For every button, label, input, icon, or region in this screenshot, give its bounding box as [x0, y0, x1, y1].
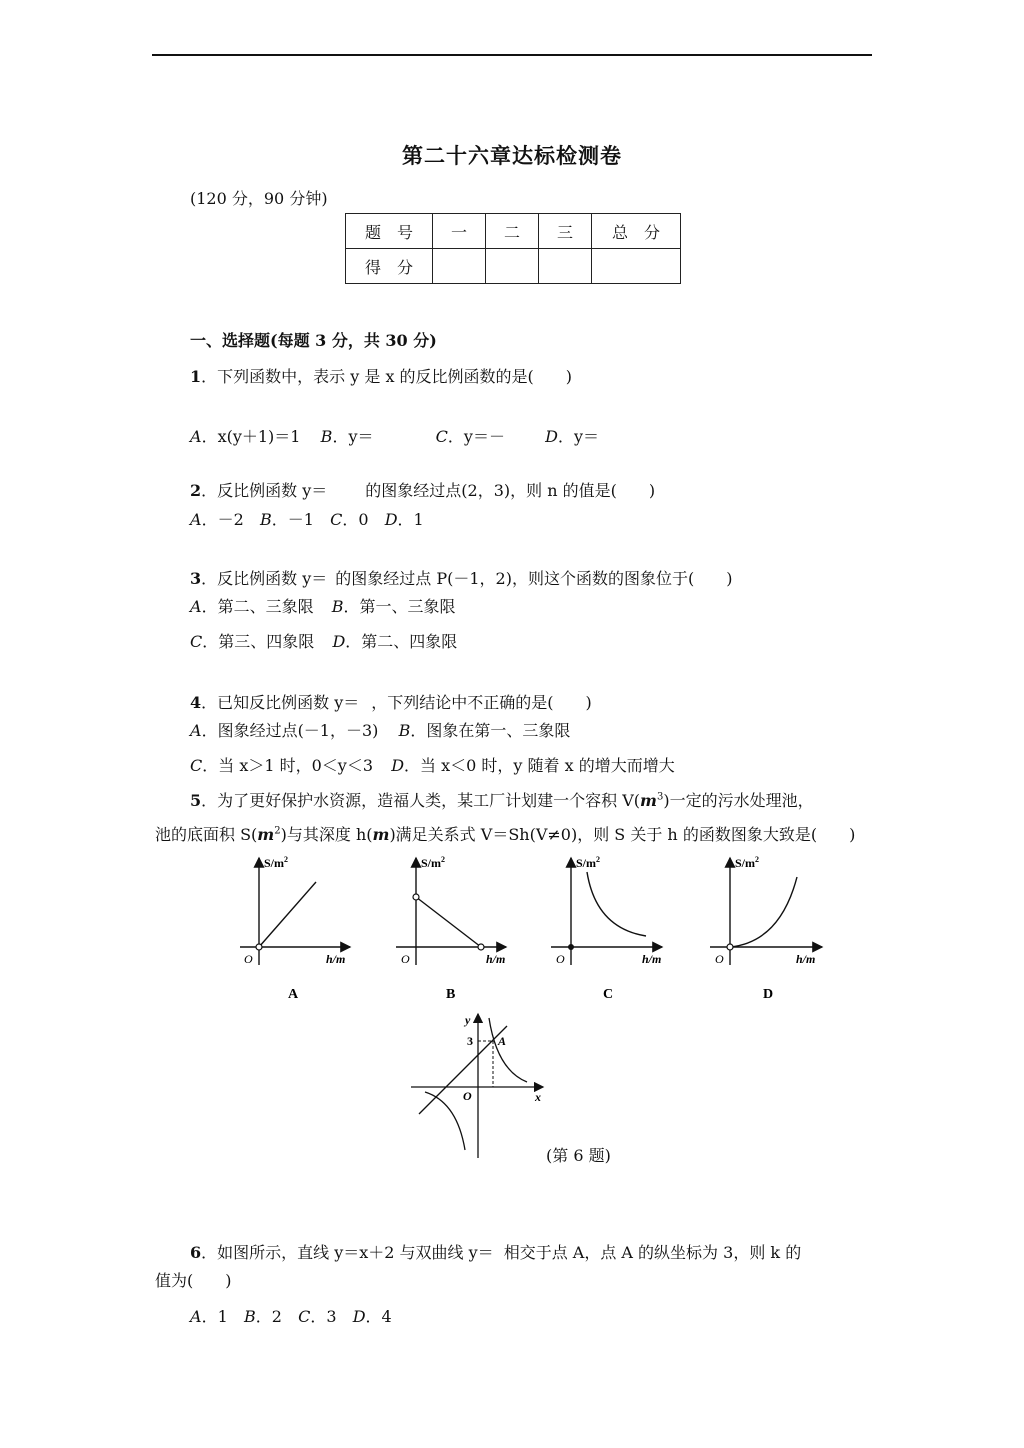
question-text: 的图象经过点(2，3)，则 n 的值是( ) [365, 481, 656, 500]
option-letter: B [243, 1307, 256, 1326]
graph-b [396, 855, 506, 966]
option-text: ．1 [397, 510, 424, 529]
graph-caption: B [446, 987, 456, 1002]
question-6-line-1 [190, 1240, 801, 1263]
graph-caption: C [603, 987, 614, 1002]
open-point [727, 944, 733, 950]
decreasing-line [416, 897, 481, 947]
question-text: )与其深度 h( [280, 825, 373, 844]
y-axis-label: y [465, 1013, 471, 1027]
x-axis-label: h/m [486, 952, 506, 966]
score-cell[interactable] [539, 249, 592, 284]
hyperbola-branch-1 [489, 1018, 527, 1082]
question-text: ．反比例函数 y＝ [201, 569, 328, 588]
score-cell[interactable] [486, 249, 539, 284]
open-point [478, 944, 484, 950]
question-number: 3 [190, 569, 202, 588]
question-text: )一定的污水处理池， [663, 791, 814, 810]
option-text: ．y＝ [557, 427, 600, 446]
score-header-cell: 题 号 [346, 214, 433, 249]
open-point [256, 944, 262, 950]
option-text: ．图象在第一、三象限 [410, 721, 571, 740]
question-5-line-2 [155, 822, 855, 845]
graph-caption: A [288, 987, 299, 1002]
option-letter: C [435, 427, 448, 446]
option-text: ．－2 [201, 510, 244, 529]
score-header-cell: 二 [486, 214, 539, 249]
option-text: ．第一、三象限 [343, 597, 456, 616]
question-2-stem [190, 478, 655, 501]
option-text: ．第二、三象限 [201, 597, 314, 616]
score-cell[interactable] [592, 249, 681, 284]
option-text: ．－1 [271, 510, 314, 529]
option-text: ．0 [342, 510, 369, 529]
linear-curve [259, 882, 316, 947]
option-letter: A [190, 597, 202, 616]
option-text: ．2 [255, 1307, 282, 1326]
graph-caption: D [763, 987, 774, 1002]
question-4-options-row-2 [190, 753, 675, 776]
question-text: )满足关系式 V＝Sh(V≠0)，则 S 关于 h 的函数图象大致是( ) [389, 825, 856, 844]
option-text: ．第二、四象限 [345, 632, 458, 651]
hyperbola-branch-2 [425, 1092, 465, 1150]
hyperbola-curve [587, 872, 646, 936]
question-1-options [190, 424, 599, 447]
x-axis-label: h/m [796, 952, 816, 966]
question-text: 的图象经过点 P(－1，2)，则这个函数的图象位于( ) [335, 569, 733, 588]
question-5-graphs [0, 850, 1024, 1020]
y-axis-label: $S/m^2$ [421, 855, 446, 870]
score-table [345, 213, 681, 284]
option-letter: B [259, 510, 272, 529]
question-5-line-1 [190, 788, 814, 811]
option-letter: B [331, 597, 344, 616]
score-header-cell: 一 [433, 214, 486, 249]
origin-label: O [401, 952, 410, 966]
question-text: 相交于点 A，点 A 的纵坐标为 3，则 k 的 [503, 1243, 802, 1262]
option-letter: B [320, 427, 333, 446]
option-letter: C [298, 1307, 311, 1326]
page-title: 第二十六章达标检测卷 [402, 143, 622, 168]
question-text: ．已知反比例函数 y＝ [201, 693, 360, 712]
section-heading: 一、选择题(每题 3 分，共 30 分) [190, 331, 437, 350]
option-letter: A [190, 427, 202, 446]
option-letter: D [332, 632, 346, 651]
graph-d [710, 855, 822, 966]
score-table-score-row [346, 249, 681, 284]
option-letter: B [398, 721, 411, 740]
unit-text: m [372, 825, 390, 844]
question-number: 6 [190, 1243, 202, 1262]
score-header-cell: 三 [539, 214, 592, 249]
origin-label: O [556, 952, 565, 966]
unit-exponent: 3 [656, 791, 664, 803]
solid-point [568, 944, 574, 950]
origin-label: O [715, 952, 724, 966]
origin-label: O [463, 1089, 472, 1103]
question-text: ．为了更好保护水资源，造福人类，某工厂计划建一个容积 V( [201, 791, 641, 810]
point-label: A [498, 1034, 507, 1048]
score-header-cell: 总 分 [592, 214, 681, 249]
option-text: ．4 [365, 1307, 392, 1326]
question-2-options [190, 507, 424, 530]
score-cell[interactable] [433, 249, 486, 284]
origin-label: O [244, 952, 253, 966]
option-text: ．第三、四象限 [202, 632, 315, 651]
score-table-header-row [346, 214, 681, 249]
question-text: ，下列结论中不正确的是( ) [371, 693, 592, 712]
question-text: ．如图所示，直线 y＝x＋2 与双曲线 y＝ [201, 1243, 494, 1262]
option-letter: C [330, 510, 343, 529]
option-letter: A [190, 1307, 202, 1326]
question-number: 4 [190, 693, 202, 712]
option-letter: D [352, 1307, 366, 1326]
increasing-curve [730, 877, 797, 947]
x-axis-label: x [535, 1090, 541, 1104]
option-text: ．y＝－ [447, 427, 505, 446]
question-text: ．下列函数中，表示 y 是 x 的反比例函数的是( ) [201, 367, 573, 386]
option-letter: C [190, 632, 203, 651]
open-point [413, 894, 419, 900]
option-text: ．x(y＋1)＝1 [201, 427, 301, 446]
x-axis-label: h/m [326, 952, 346, 966]
figure-6-caption: (第 6 题) [546, 1146, 611, 1165]
question-6-figure [405, 1010, 605, 1160]
option-letter: D [384, 510, 398, 529]
option-text: ．图象经过点(－1，－3) [201, 721, 379, 740]
y-axis-label: $S/m^2$ [264, 855, 289, 870]
exam-meta: (120 分，90 分钟) [190, 189, 328, 208]
question-4-stem [190, 690, 592, 713]
question-1-stem [190, 364, 572, 387]
option-text: ．1 [201, 1307, 228, 1326]
option-letter: C [190, 756, 203, 775]
question-4-options-row-1 [190, 718, 570, 741]
option-text: ．3 [310, 1307, 337, 1326]
y-axis-label: $S/m^2$ [735, 855, 760, 870]
option-letter: A [190, 510, 202, 529]
question-text: ．反比例函数 y＝ [201, 481, 328, 500]
question-text: 池的底面积 S( [155, 825, 258, 844]
question-6-options [190, 1304, 392, 1327]
option-text: ．当 x＞1 时，0＜y＜3 [202, 756, 374, 775]
unit-text: m [640, 791, 657, 810]
option-text: ．y＝ [332, 427, 374, 446]
unit-text: m [257, 825, 275, 844]
tick-label: 3 [467, 1034, 473, 1048]
unit-exponent: 2 [274, 825, 281, 837]
option-letter: D [545, 427, 558, 446]
option-letter: D [391, 756, 405, 775]
question-3-options-row-2 [190, 629, 457, 652]
question-number: 1 [190, 367, 202, 386]
question-number: 5 [190, 791, 202, 810]
option-letter: A [190, 721, 202, 740]
question-number: 2 [190, 481, 202, 500]
header-rule [152, 54, 872, 56]
graph-c [551, 855, 662, 966]
graph-a [240, 855, 350, 966]
y-axis-label: $S/m^2$ [576, 855, 601, 870]
option-text: ．当 x＜0 时，y 随着 x 的增大而增大 [404, 756, 675, 775]
question-3-options-row-1 [190, 594, 456, 617]
question-6-line-2: 值为( ) [155, 1271, 232, 1290]
x-axis-label: h/m [642, 952, 662, 966]
score-row-label: 得 分 [346, 249, 433, 284]
question-3-stem [190, 566, 732, 589]
